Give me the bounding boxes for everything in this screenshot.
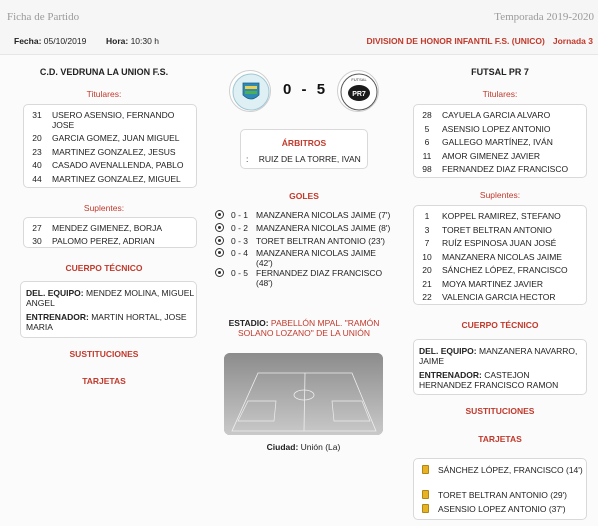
top-bar [0,0,598,32]
away-titulares-list: 28 CAYUELA GARCIA ALVARO 5 ASENSIO LOPEZ ANTONIO 6 GALLEGO MARTÍNEZ, IVÁN 11 AMOR GIMENEZ JAVIER 98 FERNANDEZ DIAZ FRANCISCO [413,104,587,178]
home-titulares-title: Titulares: [86,89,122,99]
soccer-ball-icon [215,236,224,245]
referee-entry: : RUIZ DE LA TORRE, IVAN [246,154,361,164]
home-staff-box [20,281,197,338]
yellow-card-icon [422,465,429,474]
goal-entry: 0 - 3 TORET BELTRAN ANTONIO (23') [215,236,395,246]
page-title: Ficha de Partido [7,11,80,23]
away-team-logo [337,70,379,112]
time-value: 10:30 h [130,36,159,46]
home-suplentes-list: 27 MENDEZ GIMENEZ, BORJA 30 PALOMO PEREZ, ADRIAN [23,217,197,248]
estadio-info: ESTADIO: PABELLÓN MPAL. "RAMÓN SOLANO LOZANO" DE LA UNIÓN [228,318,380,338]
goal-entry: 0 - 4 MANZANERA NICOLAS JAIME (42') [215,248,395,268]
away-score: 5 [316,81,326,98]
soccer-ball-icon [215,248,224,257]
goal-entry: 0 - 1 MANZANERA NICOLAS JAIME (7') [215,210,395,220]
competition-info [366,36,593,46]
away-delegado: DEL. EQUIPO: MANZANERA NAVARRO, JAIME [419,346,578,366]
home-tarjetas-title: TARJETAS [82,376,126,386]
home-entrenador: ENTRENADOR: MARTIN HORTAL, JOSE MARIA [26,312,187,332]
score-separator: - [301,81,307,98]
home-score: 0 [283,81,292,98]
arbitros-title: ÁRBITROS [281,138,327,148]
soccer-ball-icon [215,210,224,219]
card-entry: SÁNCHEZ LÓPEZ, FRANCISCO (14') [422,465,584,485]
yellow-card-icon [422,490,429,499]
division-name: DIVISION DE HONOR INFANTIL F.S. (UNICO) [366,36,545,46]
home-delegado: DEL. EQUIPO: MENDEZ MOLINA, MIGUEL ANGEL [26,288,194,308]
goal-entry: 0 - 5 FERNANDEZ DIAZ FRANCISCO (48') [215,268,395,288]
season-label: Temporada 2019-2020 [494,11,594,23]
away-titulares-title: Titulares: [482,89,518,99]
futsal-court-image [224,353,383,435]
home-titulares-list: 31 USERO ASENSIO, FERNANDO JOSE 20 GARCIA GOMEZ, JUAN MIGUEL 23 MARTINEZ GONZALEZ, JESUS 40 CASADO AVENALLENDA, PABLO 44 MARTINEZ GONZALEZ, MIGUEL [23,104,197,188]
scoreboard [283,81,325,98]
time-label: Hora: [106,36,129,46]
svg-text:FUTSAL: FUTSAL [351,77,367,82]
away-entrenador: ENTRENADOR: CASTEJON HERNANDEZ FRANCISCO RAMON [419,370,559,390]
home-sustituciones-title: SUSTITUCIONES [69,349,139,359]
away-sustituciones-title: SUSTITUCIONES [465,406,535,416]
svg-text:PR7: PR7 [352,91,366,98]
soccer-ball-icon [215,268,224,277]
home-team-name: C.D. VEDRUNA LA UNION F.S. [39,67,169,77]
soccer-ball-icon [215,223,224,232]
away-team-name: FUTSAL PR 7 [471,67,529,77]
home-cuerpo-title: CUERPO TÉCNICO [65,263,143,273]
arbitros-box [240,129,368,169]
match-date [14,36,86,46]
date-value: 05/10/2019 [43,36,87,46]
goal-entry: 0 - 2 MANZANERA NICOLAS JAIME (8') [215,223,395,233]
goles-title: GOLES [289,191,319,201]
jornada-label: Jornada 3 [552,36,593,46]
ciudad-info: Ciudad: Unión (La) [266,442,341,452]
date-label: Fecha: [14,36,42,46]
away-staff-box [413,339,587,395]
list-item: 31 USERO ASENSIO, FERNANDO JOSE [32,110,175,130]
home-team-logo [229,70,271,112]
away-suplentes-list: 1 KOPPEL RAMIREZ, STEFANO 3 TORET BELTRAN ANTONIO 7 RUÍZ ESPINOSA JUAN JOSÉ 10 MANZANERA NICOLAS JAIME 20 SÁNCHEZ LÓPEZ, FRANCISCO 21 MOYA MARTINEZ JAVIER 22 VALENCIA GARCIA HECTOR [413,205,587,305]
away-tarjetas-list: SÁNCHEZ LÓPEZ, FRANCISCO (14') TORET BELTRAN ANTONIO (29') ASENSIO LOPEZ ANTONIO (37') [413,458,587,520]
away-suplentes-title: Suplentes: [479,190,521,200]
away-tarjetas-title: TARJETAS [478,434,522,444]
yellow-card-icon [422,504,429,513]
home-suplentes-title: Suplentes: [83,203,125,213]
match-time [106,36,159,46]
away-cuerpo-title: CUERPO TÉCNICO [461,320,539,330]
